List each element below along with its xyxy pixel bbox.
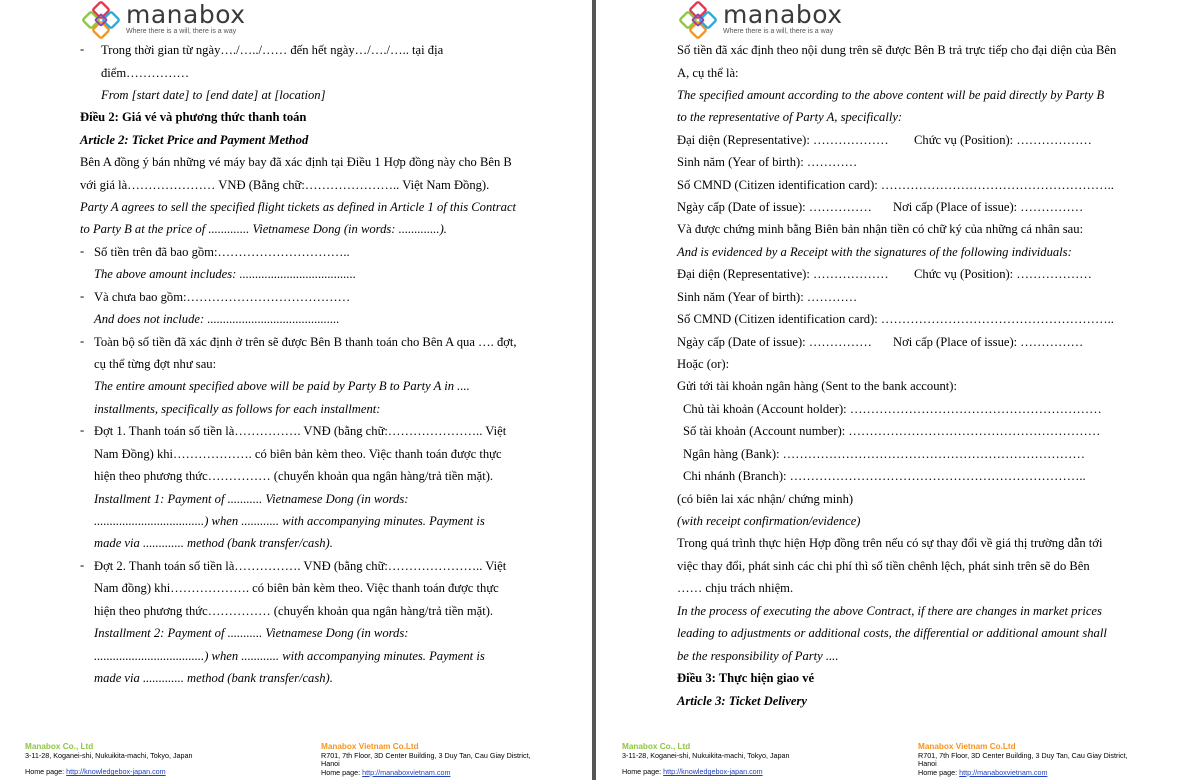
text-line: Installment 2: Payment of ........... Vietnamese Dong (in words: <box>94 626 409 640</box>
brand-name: manabox <box>126 0 246 29</box>
section-heading: Điều 3: Thực hiện giao vé <box>677 671 815 685</box>
footer-link-jp[interactable]: http://knowledgebox-japan.com <box>66 767 166 777</box>
footer-link-vn[interactable]: http://manaboxvietnam.com <box>959 767 1048 777</box>
document-page-right <box>596 0 1186 780</box>
footer-link-vn[interactable]: http://manaboxvietnam.com <box>362 767 451 777</box>
bullet-dash: - <box>80 244 85 258</box>
text-line: ...................................) when ............ with accompanying minutes. Payment is <box>94 514 485 528</box>
field-representative: Đại diện (Representative): ……………… <box>677 267 889 281</box>
text-line: Bên A đồng ý bán những vé máy bay đã xác định tại Điều 1 Hợp đồng này cho Bên B <box>80 155 512 169</box>
text-line: Số tiền trên đã bao gồm:………………………….. <box>94 245 350 259</box>
text-line: leading to adjustments or additional costs, the differential or additional amount shall <box>677 626 1107 640</box>
field-account-number: Số tài khoản (Account number): …………………………………………………… <box>683 424 1101 438</box>
manabox-logo-icon <box>80 0 122 40</box>
text-line: Party A agrees to sell the specified flight tickets as defined in Article 1 of this Contract <box>80 200 517 214</box>
brand-tagline: Where there is a will, there is a way <box>723 28 834 35</box>
text-line: Nam đồng) khi………………. có biên bản kèm theo. Việc thanh toán được thực <box>94 581 499 595</box>
text-line: ...................................) when ............ with accompanying minutes. Payment is <box>94 649 485 663</box>
text-line: với giá là………………… VNĐ (Bằng chữ:………………….. Việt Nam Đồng). <box>80 178 490 192</box>
footer-address-vn-2: Hanoi <box>918 759 937 769</box>
footer-address-jp: 3-11-28, Koganei-shi, Nukuikita-machi, Tokyo, Japan <box>25 750 193 760</box>
text-line: Installment 1: Payment of ........... Vietnamese Dong (in words: <box>94 492 409 506</box>
text-line: to Party B at the price of ............. Vietnamese Dong (in words: .............). <box>80 222 447 236</box>
manabox-logo-icon <box>677 0 719 40</box>
text-line: Số tiền đã xác định theo nội dung trên sẽ được Bên B trả trực tiếp cho đại diện của Bên <box>677 43 1117 57</box>
text-line: cụ thể từng đợt như sau: <box>94 357 217 371</box>
brand-logo <box>80 0 246 40</box>
text-line: to the representative of Party A, specifically: <box>677 110 903 124</box>
text-line: And does not include: .......................................... <box>94 312 340 326</box>
text-line: be the responsibility of Party .... <box>677 649 839 663</box>
text-line: installments, specifically as follows for each installment: <box>94 402 381 416</box>
text-line: Nam Đồng) khi………………. có biên bản kèm theo. Việc thanh toán được thực <box>94 447 502 461</box>
footer-company-jp: Manabox Co., Ltd <box>25 742 94 751</box>
text-line: From [start date] to [end date] at [location] <box>101 88 326 102</box>
field-representative: Đại diện (Representative): ……………… <box>677 133 889 147</box>
footer-company-vn: Manabox Vietnam Co.Ltd <box>918 742 1016 751</box>
field-position: Chức vụ (Position): ……………… <box>914 133 1092 147</box>
footer-japan <box>622 743 790 777</box>
text-line: In the process of executing the above Contract, if there are changes in market prices <box>677 604 1102 618</box>
text-line: việc thay đổi, phát sinh các chi phí thì số tiền chênh lệch, phát sinh trên sẽ do Bên <box>677 559 1090 573</box>
text-line: Đợt 2. Thanh toán số tiền là……………. VNĐ (bằng chữ:………………….. Việt <box>94 559 507 573</box>
footer-address-vn-2: Hanoi <box>321 759 340 769</box>
field-account-holder: Chủ tài khoản (Account holder): …………………………………………………… <box>683 402 1102 416</box>
field-year-of-birth: Sinh năm (Year of birth): ………… <box>677 290 858 304</box>
footer-japan <box>25 743 193 777</box>
field-place-of-issue: Nơi cấp (Place of issue): …………… <box>893 200 1084 214</box>
text-line: hiện theo phương thức…………… (chuyển khoản qua ngân hàng/trả tiền mặt). <box>94 469 494 483</box>
footer-company-vn: Manabox Vietnam Co.Ltd <box>321 742 419 751</box>
field-position: Chức vụ (Position): ……………… <box>914 267 1092 281</box>
footer-vietnam <box>321 743 531 777</box>
text-line: Hoặc (or): <box>677 357 730 371</box>
field-id-card: Số CMND (Citizen identification card): ……………………………………………….. <box>677 312 1114 326</box>
document-page-left <box>0 0 592 780</box>
footer-home-vn: Home page: http://manaboxvietnam.com <box>321 767 451 777</box>
text-line: A, cụ thể là: <box>677 66 739 80</box>
footer-link-jp[interactable]: http://knowledgebox-japan.com <box>663 767 763 777</box>
text-line: Trong quá trình thực hiện Hợp đồng trên nếu có sự thay đổi về giá thị trường dẫn tới <box>677 536 1103 550</box>
text-line: And is evidenced by a Receipt with the signatures of the following individuals: <box>677 245 1072 259</box>
text-line: hiện theo phương thức…………… (chuyển khoản qua ngân hàng/trả tiền mặt). <box>94 604 494 618</box>
field-year-of-birth: Sinh năm (Year of birth): ………… <box>677 155 858 169</box>
text-line: điểm…………… <box>101 66 190 80</box>
footer-address-jp: 3-11-28, Koganei-shi, Nukuikita-machi, Tokyo, Japan <box>622 750 790 760</box>
text-line: Gửi tới tài khoản ngân hàng (Sent to the bank account): <box>677 379 957 393</box>
footer-home-vn: Home page: http://manaboxvietnam.com <box>918 767 1048 777</box>
footer-company-jp: Manabox Co., Ltd <box>622 742 691 751</box>
footer-home-jp: Home page: http://knowledgebox-japan.com <box>25 767 166 777</box>
text-line: …… chịu trách nhiệm. <box>677 581 794 595</box>
bullet-dash: - <box>80 558 85 572</box>
section-heading-en: Article 2: Ticket Price and Payment Method <box>80 133 309 147</box>
text-line: Và được chứng minh bằng Biên bản nhận tiền có chữ ký của những cá nhân sau: <box>677 222 1084 236</box>
text-line: (with receipt confirmation/evidence) <box>677 514 861 528</box>
bullet-dash: - <box>80 334 85 348</box>
bullet-dash: - <box>80 42 85 56</box>
field-date-of-issue: Ngày cấp (Date of issue): …………… <box>677 200 872 214</box>
field-place-of-issue: Nơi cấp (Place of issue): …………… <box>893 335 1084 349</box>
text-line: Trong thời gian từ ngày…./…../…… đến hết ngày…/…./….. tại địa <box>101 43 444 57</box>
footer-address-vn: R701, 7th Floor, 3D Center Building, 3 Duy Tan, Cau Giay District, <box>321 750 531 760</box>
text-line: The entire amount specified above will be paid by Party B to Party A in .... <box>94 379 470 393</box>
text-line: Toàn bộ số tiền đã xác định ở trên sẽ được Bên B thanh toán cho Bên A qua …. đợt, <box>94 335 517 349</box>
section-heading: Điều 2: Giá vé và phương thức thanh toán <box>80 110 307 124</box>
footer-address-vn: R701, 7th Floor, 3D Center Building, 3 Duy Tan, Cau Giay District, <box>918 750 1128 760</box>
footer-home-jp: Home page: http://knowledgebox-japan.com <box>622 767 763 777</box>
text-line: made via ............. method (bank transfer/cash). <box>94 536 333 550</box>
section-heading-en: Article 3: Ticket Delivery <box>677 694 807 708</box>
brand-name: manabox <box>723 0 843 29</box>
text-line: Và chưa bao gồm:………………………………… <box>94 290 351 304</box>
field-id-card: Số CMND (Citizen identification card): ……………………………………………….. <box>677 178 1114 192</box>
field-date-of-issue: Ngày cấp (Date of issue): …………… <box>677 335 872 349</box>
text-line: Đợt 1. Thanh toán số tiền là……………. VNĐ (bằng chữ:………………….. Việt <box>94 424 507 438</box>
bullet-dash: - <box>80 289 85 303</box>
brand-logo <box>677 0 843 40</box>
field-branch: Chi nhánh (Branch): …………………………………………………………….. <box>683 469 1086 483</box>
brand-tagline: Where there is a will, there is a way <box>126 28 237 35</box>
bullet-dash: - <box>80 423 85 437</box>
text-line: The above amount includes: ..................................... <box>94 267 356 281</box>
text-line: (có biên lai xác nhận/ chứng minh) <box>677 492 854 506</box>
footer-vietnam <box>918 743 1128 777</box>
text-line: The specified amount according to the above content will be paid directly by Party B <box>677 88 1105 102</box>
text-line: made via ............. method (bank transfer/cash). <box>94 671 333 685</box>
field-bank: Ngân hàng (Bank): ……………………………………………………………… <box>683 447 1085 461</box>
